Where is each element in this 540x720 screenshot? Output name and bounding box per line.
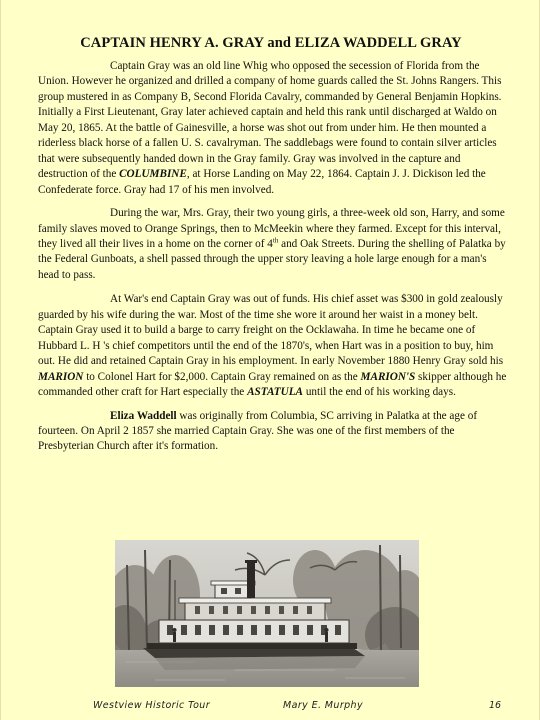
article-body — [38, 59, 508, 463]
boat-name: MARION — [38, 370, 84, 383]
boat-name: MARION'S — [360, 370, 416, 383]
paragraph-text: until the end of his working days. — [303, 386, 456, 399]
paragraph-eliza-waddell — [38, 409, 508, 455]
paragraph-text: was originally from Columbia, SC arriving in Palatka at the age of fourteen. On April 2 1857 she married Captain Gray. She was one of the first members of the Presbyterian Church after it's formation. — [38, 409, 478, 453]
steamboat-photo — [115, 540, 419, 687]
paragraph-text: , at Horse Landing on May 22, 1864. Captain J. J. Dickison led the Confederate force. Gray had 17 of his men involved. — [38, 168, 486, 196]
paragraph-text: and Oak Streets. During the shelling of Palatka by the Federal Gunboats, a shell passed through the upper story leaving a hole large enough for a man's head to pass. — [38, 237, 506, 281]
paragraph-civil-war-service — [38, 59, 508, 198]
paragraph-text: skipper although he commanded other craft for Hart especially the — [38, 370, 507, 399]
paragraph-text: During the war, Mrs. Gray, their two young girls, a three-week old son, Harry, and some family slaves moved to Orange Springs, then to McMeekin where they farmed. Except for this interval, they lived all their lives in a home on the corner of 4 — [38, 207, 505, 250]
paragraph-text: At War's end Captain Gray was out of funds. His chief asset was $300 in gold zealously guarded by his wife during the war. Most of the time she wore it around her waist in a money belt. Captain Gray used it to build a barge to carry freight on the Ocklawaha. In time he became one of Hubbard L. H 's chief competitors until the end of the 1870's, when Hart was in a position to buy, him out. He did and retained Captain Gray in his employment. In early November 1880 Henry Gray sold his — [38, 293, 504, 368]
paragraph-text: Captain Gray was an old line Whig who opposed the secession of Florida from the Union. However he organized and drilled a company of home guards called the St. Johns Rangers. This group mustered in as Company B, Second Florida Cavalry, commanded by General Benjamin Hopkins. Initially a First Lieutenant, Gray later achieved captain and held this rank until discharged at Waldo on May 20, 1865. At the battle of Gainesville, a horse was shot out from under him. He then mounted a riderless black horse of a fallen U. S. cavalryman. The saddlebags were found to contain silver articles that were subsequently handed down in the Gray family. Gray was involved in the capture and destruction of the — [38, 60, 502, 181]
person-name: Eliza Waddell — [110, 409, 177, 422]
footer-page-number: 16 — [489, 700, 502, 711]
page-title: CAPTAIN HENRY A. GRAY and ELIZA WADDELL GRAY — [80, 35, 462, 51]
footer-author: Mary E. Murphy — [283, 700, 364, 711]
paragraph-text: to Colonel Hart for $2,000. Captain Gray remained on as the — [83, 370, 361, 383]
page-footer — [1, 700, 540, 718]
boat-name: ASTATULA — [247, 386, 304, 399]
ordinal-suffix: th — [272, 236, 279, 245]
boat-name: COLUMBINE — [119, 168, 187, 181]
footer-tour-name: Westview Historic Tour — [93, 700, 211, 711]
paragraph-after-war — [38, 292, 508, 400]
paragraph-family-during-war — [38, 206, 508, 283]
